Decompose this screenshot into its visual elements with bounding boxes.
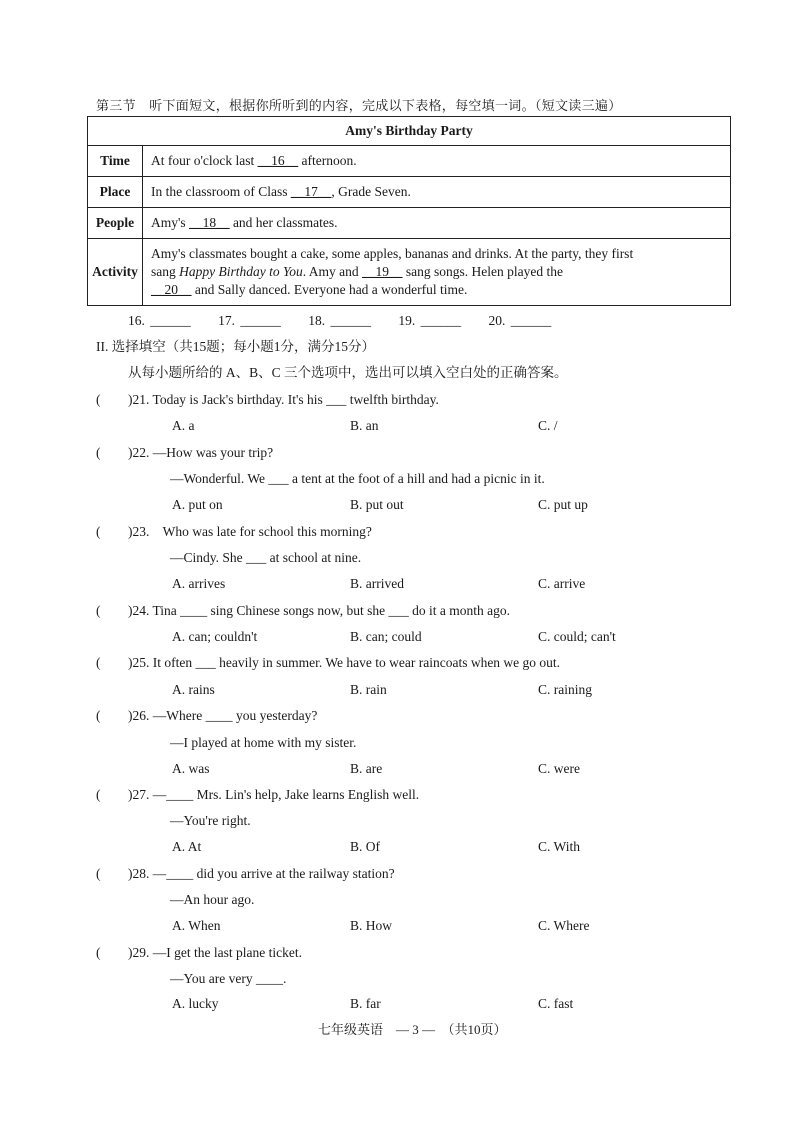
section2-heading: II. 选择填空（共15题；每小题1分，满分15分） [96,339,375,354]
question-line: —Wonderful. We ___ a tent at the foot of a hill and had a picnic in it. [170,471,545,486]
section3-heading: 第三节 听下面短文，根据你所听到的内容，完成以下表格，每空填一词。（短文读三遍） [96,98,622,113]
option-c: C. Where [538,918,590,933]
answer-bracket[interactable]: ( [96,866,101,881]
option-c: C. arrive [538,576,586,591]
blank-19: __19__ [362,264,403,279]
option-a: A. put on [172,497,223,512]
answer-bracket[interactable]: ( [96,603,101,618]
question-line: —An hour ago. [170,892,255,907]
question-22: ( )22. —How was your trip? [96,445,274,460]
option-c: C. / [538,418,558,433]
question-26: ( )26. —Where ____ you yesterday? [96,708,318,723]
answer-bracket[interactable]: ( [96,655,101,670]
answer-bracket[interactable]: ( [96,445,101,460]
row-content-activity: Amy's classmates bought a cake, some apples, bananas and drinks. At the party, they first sang Happy Birthday to You. Amy and __19__ sang songs. Helen played the __20__ and Sally danced. Everyone had a wonderful time. [143,239,731,306]
option-a: A. can; couldn't [172,629,258,644]
answer-17[interactable]: 17. ______ [218,313,281,328]
page-footer: 七年级英语 — 3 — （共10页） [318,1022,507,1037]
row-label-time: Time [88,146,143,177]
answer-bracket[interactable]: ( [96,787,101,802]
question-line: —Cindy. She ___ at school at nine. [170,550,362,565]
row-content-people: Amy's __18__ and her classmates. [143,208,731,239]
option-c: C. could; can't [538,629,616,644]
option-b: B. far [350,996,381,1011]
question-line: —You're right. [170,813,251,828]
row-label-place: Place [88,177,143,208]
option-c: C. put up [538,497,588,512]
question-line: —You are very ____. [170,971,287,986]
option-c: C. were [538,761,580,776]
question-line: —I played at home with my sister. [170,735,357,750]
option-b: B. put out [350,497,404,512]
question-29: ( )29. —I get the last plane ticket. [96,945,302,960]
option-b: B. are [350,761,383,776]
option-b: B. an [350,418,379,433]
option-b: B. Of [350,839,380,854]
table-title: Amy's Birthday Party [88,117,731,146]
option-b: B. can; could [350,629,422,644]
question-24: ( )24. Tina ____ sing Chinese songs now, but she ___ do it a month ago. [96,603,511,618]
option-c: C. fast [538,996,574,1011]
table-row [88,146,731,177]
option-a: A. lucky [172,996,219,1011]
answer-18[interactable]: 18. ______ [308,313,371,328]
table-row [88,239,731,306]
option-a: A. At [172,839,202,854]
question-27: ( )27. —____ Mrs. Lin's help, Jake learns English well. [96,787,420,802]
option-a: A. was [172,761,210,776]
question-28: ( )28. —____ did you arrive at the railway station? [96,866,395,881]
blank-16: __16__ [257,153,299,168]
answer-16[interactable]: 16. ______ [128,313,191,328]
party-table [87,116,731,306]
answer-20[interactable]: 20. ______ [488,313,552,328]
answer-bracket[interactable]: ( [96,524,101,539]
option-c: C. With [538,839,580,854]
question-21: ( )21. Today is Jack's birthday. It's his ___ twelfth birthday. [96,392,439,407]
option-a: A. rains [172,682,215,697]
section2-instruction: 从每小题所给的 A、B、C 三个选项中，选出可以填入空白处的正确答案。 [128,365,568,380]
table-row [88,177,731,208]
option-a: A. a [172,418,195,433]
blank-20: __20__ [151,282,192,297]
question-25: ( )25. It often ___ heavily in summer. We have to wear raincoats when we go out. [96,655,561,670]
table-row [88,208,731,239]
option-a: A. When [172,918,221,933]
option-b: B. rain [350,682,387,697]
answer-bracket[interactable]: ( [96,945,101,960]
row-content-time: At four o'clock last __16__ afternoon. [143,146,731,177]
answer-bracket[interactable]: ( [96,392,101,407]
row-label-activity: Activity [88,239,143,306]
answer-line [128,313,573,329]
blank-18: __18__ [189,215,230,230]
question-23: ( )23. Who was late for school this morning? [96,524,372,539]
answer-19[interactable]: 19. ______ [398,313,462,328]
option-c: C. raining [538,682,592,697]
answer-bracket[interactable]: ( [96,708,101,723]
row-content-place: In the classroom of Class __17__, Grade Seven. [143,177,731,208]
option-b: B. arrived [350,576,404,591]
row-label-people: People [88,208,143,239]
blank-17: __17__ [290,184,332,199]
option-a: A. arrives [172,576,226,591]
option-b: B. How [350,918,393,933]
